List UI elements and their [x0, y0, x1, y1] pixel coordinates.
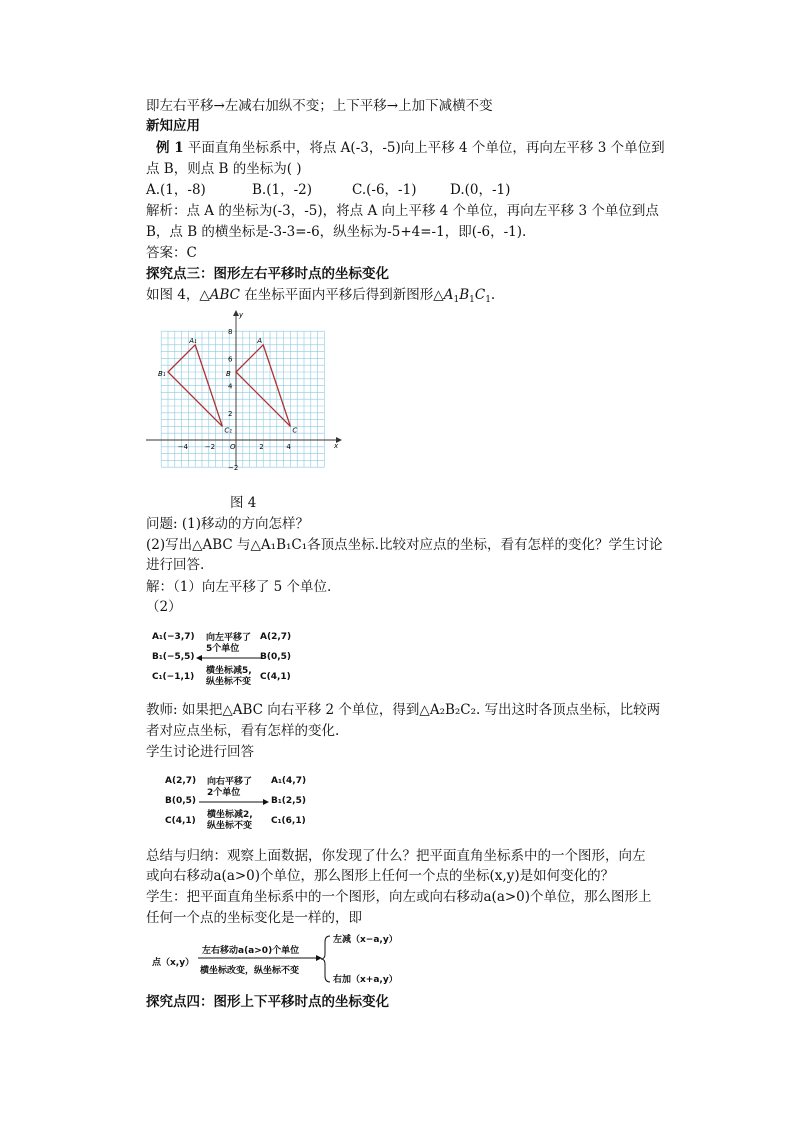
map1-top-1: 向左平移了 — [206, 633, 252, 643]
figure-caption: 图 4 — [230, 495, 257, 511]
summary-line-1: 总结与归纳：观察上面数据，你发现了什么？把平面直角坐标系中的一个图形，向左 — [146, 848, 646, 864]
map2-right-2: B₁(2,5) — [271, 796, 306, 806]
map2-top-1: 向右平移了 — [207, 777, 253, 787]
map2-right-3: C₁(6,1) — [271, 816, 306, 826]
map3-left-result: 左减（x−a,y） — [333, 935, 398, 945]
vertex-label: B — [226, 370, 231, 378]
right-arrow-icon — [198, 954, 322, 962]
mapping-diagram-left — [150, 630, 310, 688]
x-tick-label: −4 — [177, 443, 188, 451]
figure-intro: 如图 4，△ABC 在坐标平面内平移后得到新图形$\triangle A_1B_1C_1$. — [146, 287, 496, 305]
map3-right-result: 右加（x+a,y） — [333, 975, 398, 985]
example-line-2: 点 B，则点 B 的坐标为( ) — [146, 161, 302, 177]
vertex-label: C — [292, 426, 298, 435]
teacher-line-2: 者对应点坐标，看有怎样的变化. — [146, 723, 340, 739]
mapping-diagram-right — [163, 774, 313, 832]
heading-point-3: 探究点三：图形左右平移时点的坐标变化 — [146, 266, 389, 282]
map1-bottom-1: 横坐标减5, — [206, 666, 252, 676]
answer-line: 答案：C — [146, 245, 197, 261]
analysis-line-2: B，点 B 的横坐标是-3-3=-6，纵坐标为-5+4=-1，即(-6，-1). — [146, 224, 527, 240]
question-2-line-2: 进行回答. — [146, 557, 205, 573]
coordinate-graph — [140, 306, 345, 476]
x-axis-label: x — [334, 442, 339, 450]
option-b: B.(1，-2) — [252, 182, 312, 198]
map1-right-2: B(0,5) — [260, 652, 292, 662]
map3-bottom: 横坐标改变，纵坐标不变 — [200, 966, 300, 976]
example-text-1: 平面直角坐标系中，将点 A(-3，-5)向上平移 4 个单位，再向左平移 3 个单位到 — [183, 140, 665, 156]
example-line-1 — [156, 139, 665, 157]
right-arrow-icon — [199, 798, 269, 806]
axes — [146, 310, 342, 466]
map1-bottom-2: 纵坐标不变 — [206, 677, 252, 687]
option-c: C.(-6，-1) — [352, 182, 417, 198]
example-label: 例 1 — [156, 140, 184, 156]
vertex-label: A — [257, 336, 262, 345]
y-tick-label: −2 — [228, 464, 239, 473]
solution-2-label: （2） — [146, 599, 182, 615]
left-arrow-icon — [196, 654, 262, 662]
question-1: 问题: (1)移动的方向怎样？ — [146, 516, 309, 532]
x-tick-label: 4 — [286, 443, 291, 451]
y-axis-label: y — [239, 311, 244, 319]
options-line — [146, 181, 510, 199]
map2-left-1: A(2,7) — [165, 776, 197, 786]
teacher-line-1: 教师: 如果把△ABC 向右平移 2 个单位，得到△A₂B₂C₂. 写出这时各顶点坐标，比较两 — [146, 702, 661, 718]
option-d: D.(0，-1) — [450, 182, 511, 198]
map2-bottom-1: 横坐标减2, — [207, 810, 253, 820]
summary-line-2: 或向右移动a(a>0)个单位，那么图形上任何一个点的坐标(x,y)是如何变化的？ — [146, 868, 615, 884]
x-tick-label: −2 — [204, 443, 216, 451]
y-tick-label: 6 — [228, 355, 233, 364]
student-discuss: 学生讨论进行回答 — [146, 744, 254, 760]
rule-line: 即左右平移→左减右加纵不变；上下平移→上加下减横不变 — [146, 98, 493, 114]
y-tick-label: 4 — [228, 382, 233, 391]
vertex-label: C₁ — [224, 426, 233, 435]
option-a: A.(1，-8) — [146, 182, 206, 198]
map1-right-1: A(2,7) — [260, 632, 292, 642]
map2-left-2: B(0,5) — [165, 796, 197, 806]
brace-icon — [320, 934, 332, 984]
map2-right-1: A₁(4,7) — [271, 776, 307, 786]
mapping-diagram-general — [150, 930, 410, 988]
vertex-label: B₁ — [158, 370, 166, 378]
origin-label: O — [230, 443, 236, 451]
map3-point: 点（x,y） — [152, 958, 195, 968]
analysis-line-1: 解析：点 A 的坐标为(-3，-5)，将点 A 向上平移 4 个单位，再向左平移 3 个单位到点 — [146, 203, 659, 219]
map1-left-1: A₁(−3,7) — [152, 632, 195, 642]
student-line-1: 学生：把平面直角坐标系中的一个图形，向左或向右移动a(a>0)个单位，那么图形上 — [146, 889, 652, 905]
map2-left-3: C(4,1) — [165, 816, 196, 826]
map2-bottom-2: 纵坐标不变 — [207, 821, 253, 831]
vertex-label: A₁ — [189, 336, 197, 345]
question-2-line-1: (2)写出△ABC 与△A₁B₁C₁各顶点坐标.比较对应点的坐标，看有怎样的变化？学生讨论 — [146, 537, 663, 553]
heading-new-knowledge: 新知应用 — [146, 118, 200, 134]
map1-left-3: C₁(−1,1) — [152, 672, 195, 682]
y-tick-label: 2 — [228, 409, 233, 418]
x-tick-label: 2 — [259, 443, 264, 451]
map1-right-3: C(4,1) — [260, 672, 291, 682]
student-line-2: 任何一个点的坐标变化是一样的，即 — [146, 910, 362, 926]
y-tick-label: 8 — [228, 328, 233, 337]
map1-top-2: 5个单位 — [206, 644, 240, 654]
heading-point-4: 探究点四：图形上下平移时点的坐标变化 — [146, 994, 389, 1010]
map3-top: 左右移动a(a>0)个单位 — [202, 946, 300, 956]
map2-top-2: 2个单位 — [207, 788, 241, 798]
map1-left-2: B₁(−5,5) — [152, 652, 195, 662]
solution-1: 解：（1）向左平移了 5 个单位. — [146, 579, 332, 595]
